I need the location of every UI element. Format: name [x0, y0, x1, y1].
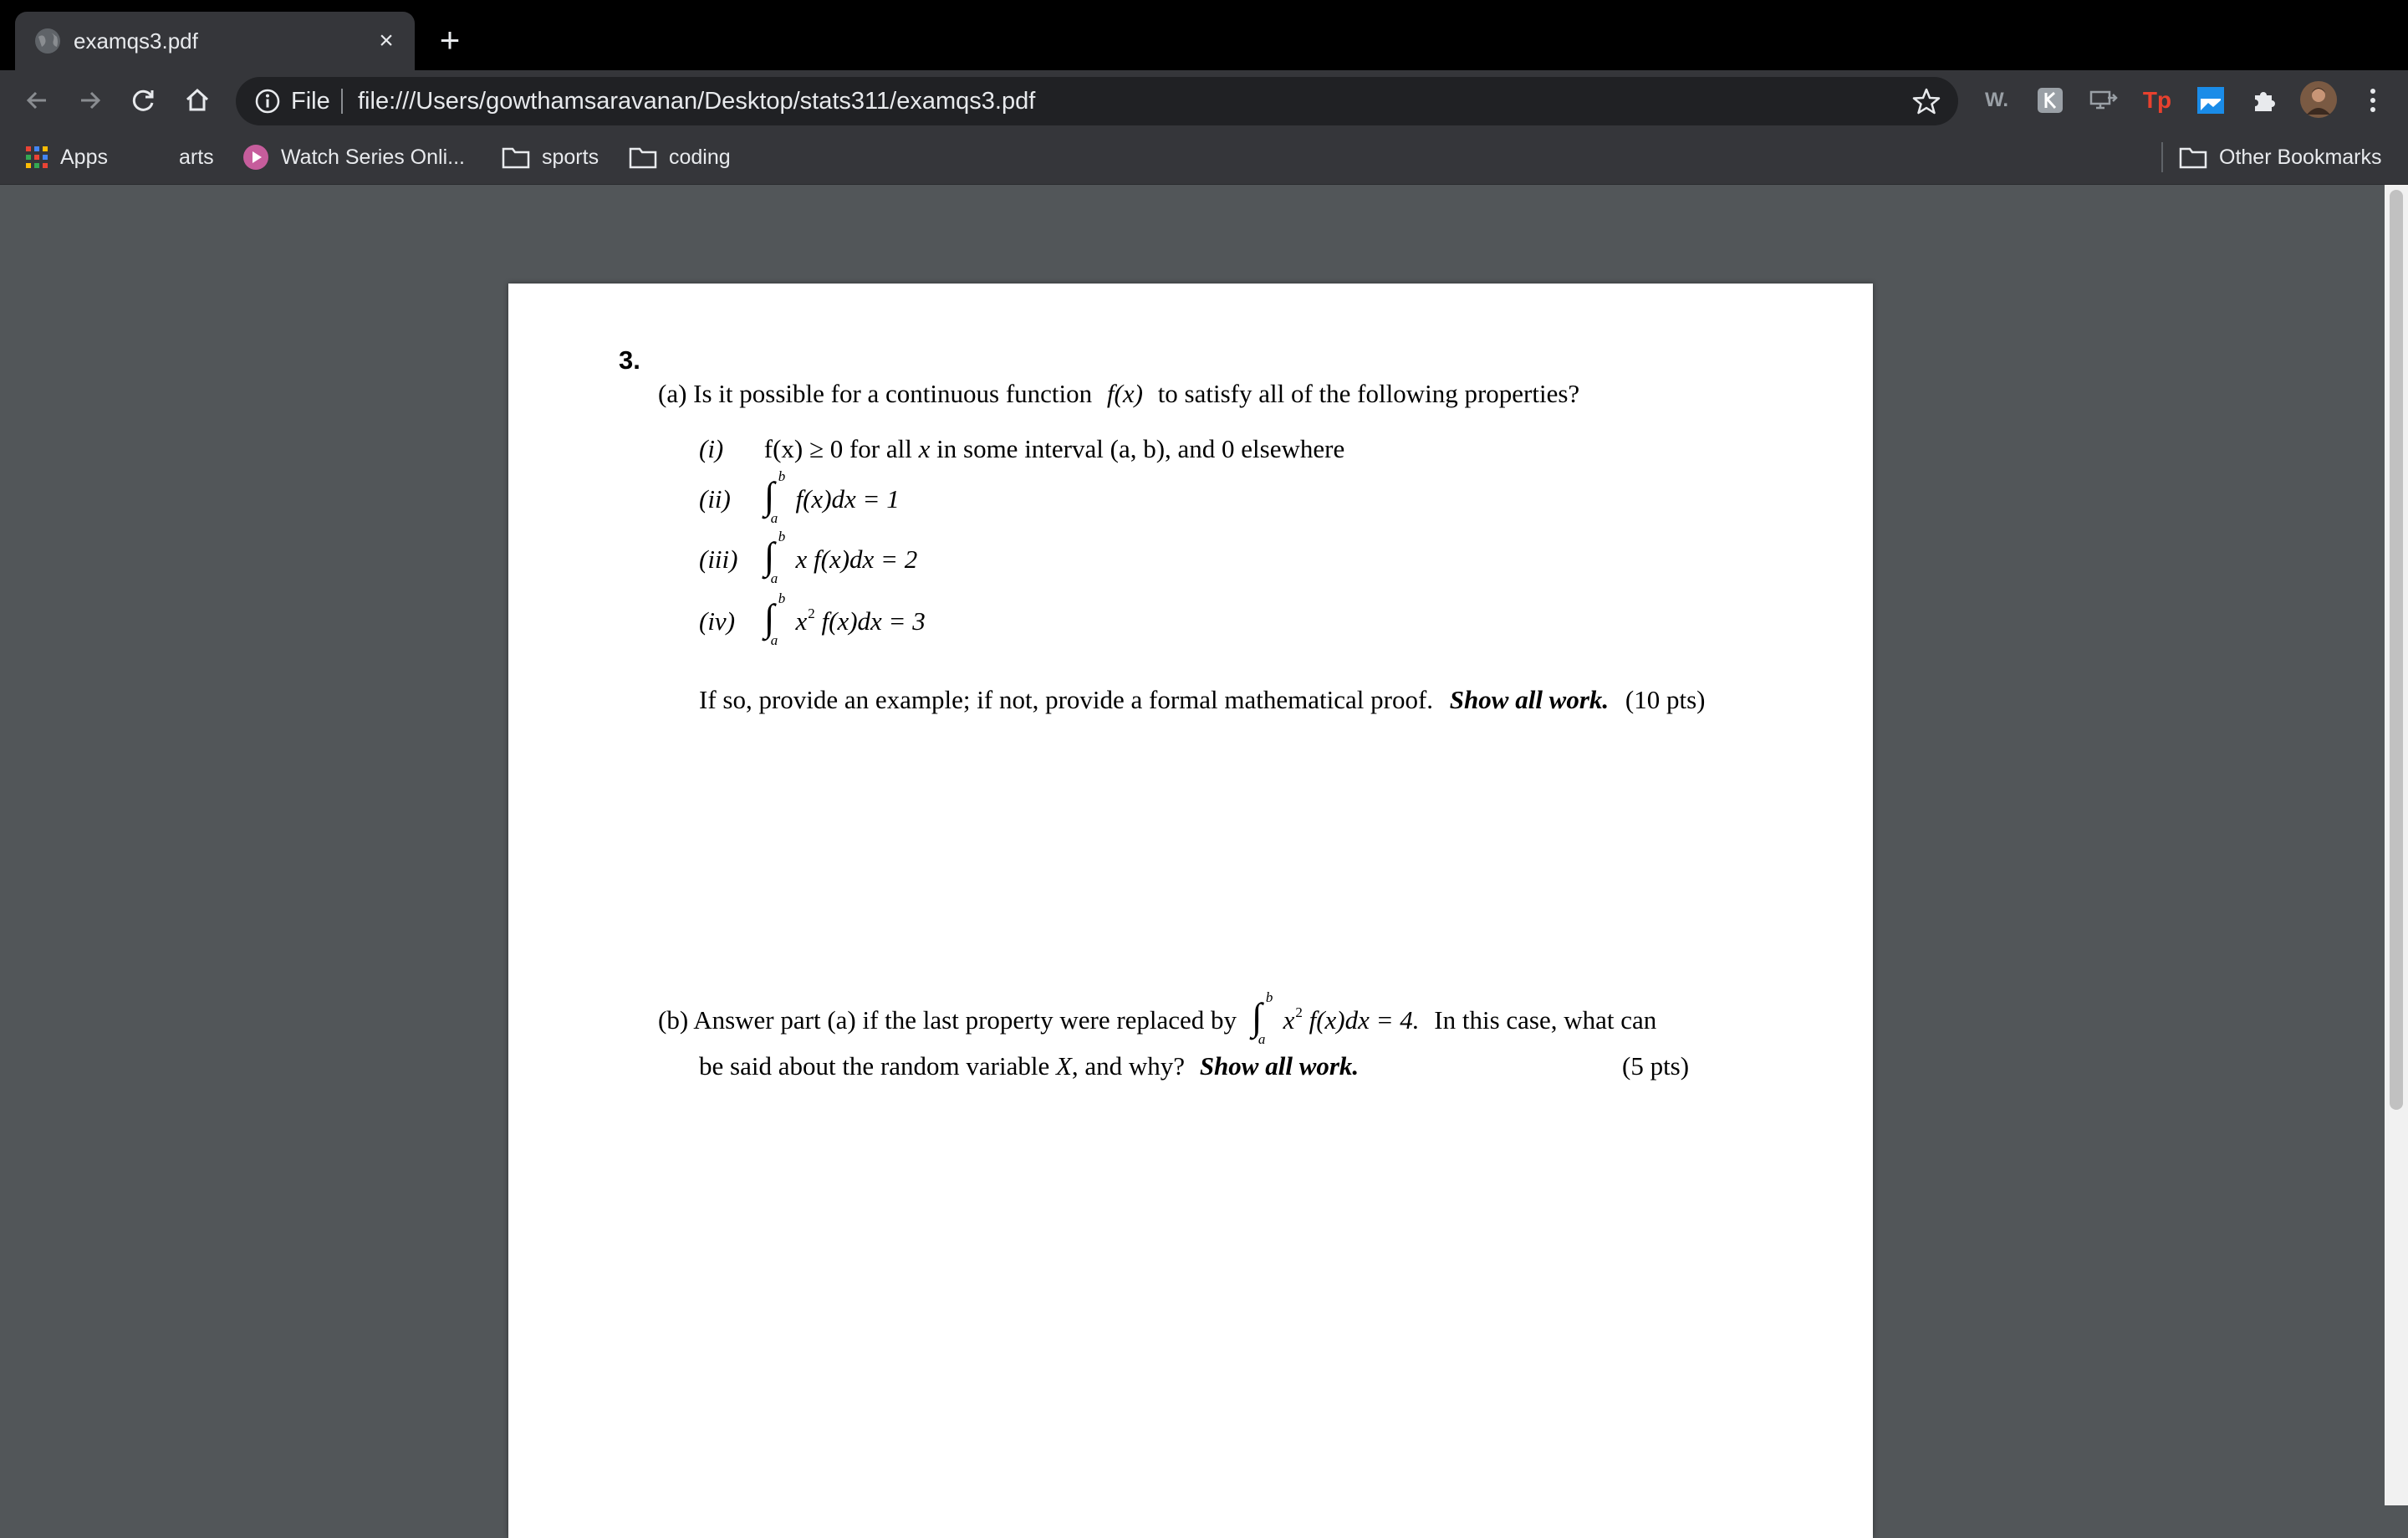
play-icon: [242, 144, 269, 171]
avatar: [2300, 81, 2337, 118]
points: (10 pts): [1625, 685, 1706, 714]
integral-sign: ∫ b a: [763, 590, 786, 648]
property-i: [699, 434, 1344, 464]
property-iv: [699, 590, 926, 648]
extension-cast[interactable]: [2087, 84, 2120, 117]
extension-tp[interactable]: [2140, 84, 2174, 117]
integrand: f(x)dx = 3: [821, 606, 926, 636]
bookmark-folder-sports[interactable]: [502, 142, 599, 172]
bookmark-label: sports: [542, 145, 599, 169]
url-scheme-label: File: [291, 88, 330, 115]
bookmark-label: coding: [669, 145, 731, 169]
bookmark-star-icon[interactable]: [1911, 86, 1941, 116]
instruction-emphasis: Show all work.: [1199, 1051, 1360, 1081]
bookmark-label: Apps: [60, 145, 108, 169]
bookmark-label: Other Bookmarks: [2219, 145, 2382, 169]
home-button[interactable]: [179, 82, 216, 119]
tab-close-button[interactable]: ×: [379, 27, 394, 54]
screen-share-icon: [2089, 88, 2118, 113]
puzzle-icon: [2251, 87, 2278, 114]
k-extension-icon: [2037, 87, 2064, 114]
back-button[interactable]: [18, 82, 55, 119]
part-b-label: (b): [658, 1005, 689, 1035]
bookmarks-bar: [0, 130, 2408, 185]
forward-arrow-icon: [76, 86, 105, 115]
extension-image[interactable]: [2194, 84, 2227, 117]
property-label: (ii): [699, 484, 731, 514]
forward-button[interactable]: [72, 82, 109, 119]
reload-icon: [130, 86, 158, 115]
part-b-line-1: [658, 989, 1657, 1047]
property-text: f(x) ≥ 0 for all: [763, 434, 912, 463]
part-b-line-2: [699, 1051, 1359, 1081]
part-b-line2-text: be said about the random variable: [699, 1051, 1050, 1081]
reload-button[interactable]: [125, 82, 162, 119]
pdf-page: [508, 284, 1873, 1538]
folder-icon: [2179, 146, 2207, 169]
extension-k[interactable]: [2033, 84, 2067, 117]
part-a-instruction: [699, 685, 1706, 715]
points: (5 pts): [1622, 1051, 1690, 1081]
part-b-text-2: In this case, what can: [1434, 1005, 1657, 1035]
question-number: 3.: [619, 345, 640, 375]
property-label: (iii): [699, 544, 738, 574]
tab-title: examqs3.pdf: [74, 28, 198, 54]
part-a-text-end: to satisfy all of the following properties?: [1157, 379, 1580, 408]
integrand: x f(x)dx = 2: [795, 544, 918, 574]
bookmark-apps[interactable]: [25, 142, 108, 172]
url-text[interactable]: file:///Users/gowthamsaravanan/Desktop/stats311/examqs3.pdf: [358, 88, 1036, 115]
instruction-text: If so, provide an example; if not, provide a formal mathematical proof.: [699, 685, 1434, 714]
part-b-line2-end: , and why?: [1071, 1051, 1186, 1081]
integrand-base: x: [1283, 1005, 1295, 1035]
bookmark-folder-other[interactable]: [2179, 142, 2382, 172]
folder-icon: [629, 146, 657, 169]
part-a-label: (a): [658, 379, 687, 408]
tp-extension-label: Tp: [2142, 87, 2172, 113]
bookmark-label: arts: [179, 145, 214, 169]
integrand: f(x)dx = 4.: [1309, 1005, 1420, 1035]
profile-avatar[interactable]: [2299, 80, 2338, 119]
integral-sign: ∫ b a: [763, 528, 786, 586]
part-b-text: Answer part (a) if the last property were replaced by: [693, 1005, 1237, 1035]
bookmark-folder-coding[interactable]: [629, 142, 731, 172]
integrand: f(x)dx = 1: [795, 484, 900, 514]
property-text-end: in some interval (a, b), and 0 elsewhere: [936, 434, 1345, 463]
bookmark-arts[interactable]: [179, 142, 214, 172]
function-symbol: f(x): [1106, 379, 1143, 408]
browser-menu-button[interactable]: [2356, 84, 2390, 117]
home-icon: [183, 86, 212, 115]
address-bar[interactable]: [236, 77, 1958, 125]
instruction-emphasis: Show all work.: [1449, 685, 1610, 714]
more-vertical-icon: [2369, 87, 2377, 114]
integral-sign: ∫ b a: [763, 468, 786, 526]
exponent: 2: [808, 605, 815, 621]
integrand-base: x: [795, 606, 808, 636]
exponent: 2: [1295, 1004, 1303, 1020]
part-a-intro: [658, 379, 1579, 409]
scrollbar[interactable]: [2385, 185, 2408, 1505]
w-extension-label: W.: [1985, 89, 2008, 111]
folder-icon: [502, 146, 530, 169]
property-var: x: [918, 434, 931, 463]
image-extension-icon: [2197, 87, 2224, 114]
bookmarks-divider: [2161, 142, 2163, 172]
info-icon[interactable]: [254, 88, 281, 115]
new-tab-button[interactable]: +: [439, 20, 461, 59]
bookmark-watch-series[interactable]: [242, 142, 465, 172]
extension-w[interactable]: [1980, 84, 2013, 117]
bookmark-label: Watch Series Onli...: [281, 145, 465, 169]
extensions-menu-button[interactable]: [2247, 84, 2281, 117]
globe-icon: [33, 27, 62, 55]
scrollbar-thumb[interactable]: [2390, 190, 2403, 1110]
property-label: (i): [699, 434, 724, 463]
tab-strip: [0, 0, 2408, 70]
back-arrow-icon: [23, 86, 51, 115]
browser-toolbar: [0, 70, 2408, 130]
property-iii: [699, 528, 918, 586]
part-a-text: Is it possible for a continuous function: [693, 379, 1093, 408]
apps-grid-icon: [25, 146, 48, 169]
browser-tab[interactable]: [15, 12, 415, 70]
property-ii: [699, 468, 900, 526]
integral-sign: ∫ b a: [1251, 989, 1273, 1047]
property-label: (iv): [699, 606, 736, 636]
random-variable: X: [1055, 1051, 1072, 1081]
address-separator: [341, 89, 343, 114]
